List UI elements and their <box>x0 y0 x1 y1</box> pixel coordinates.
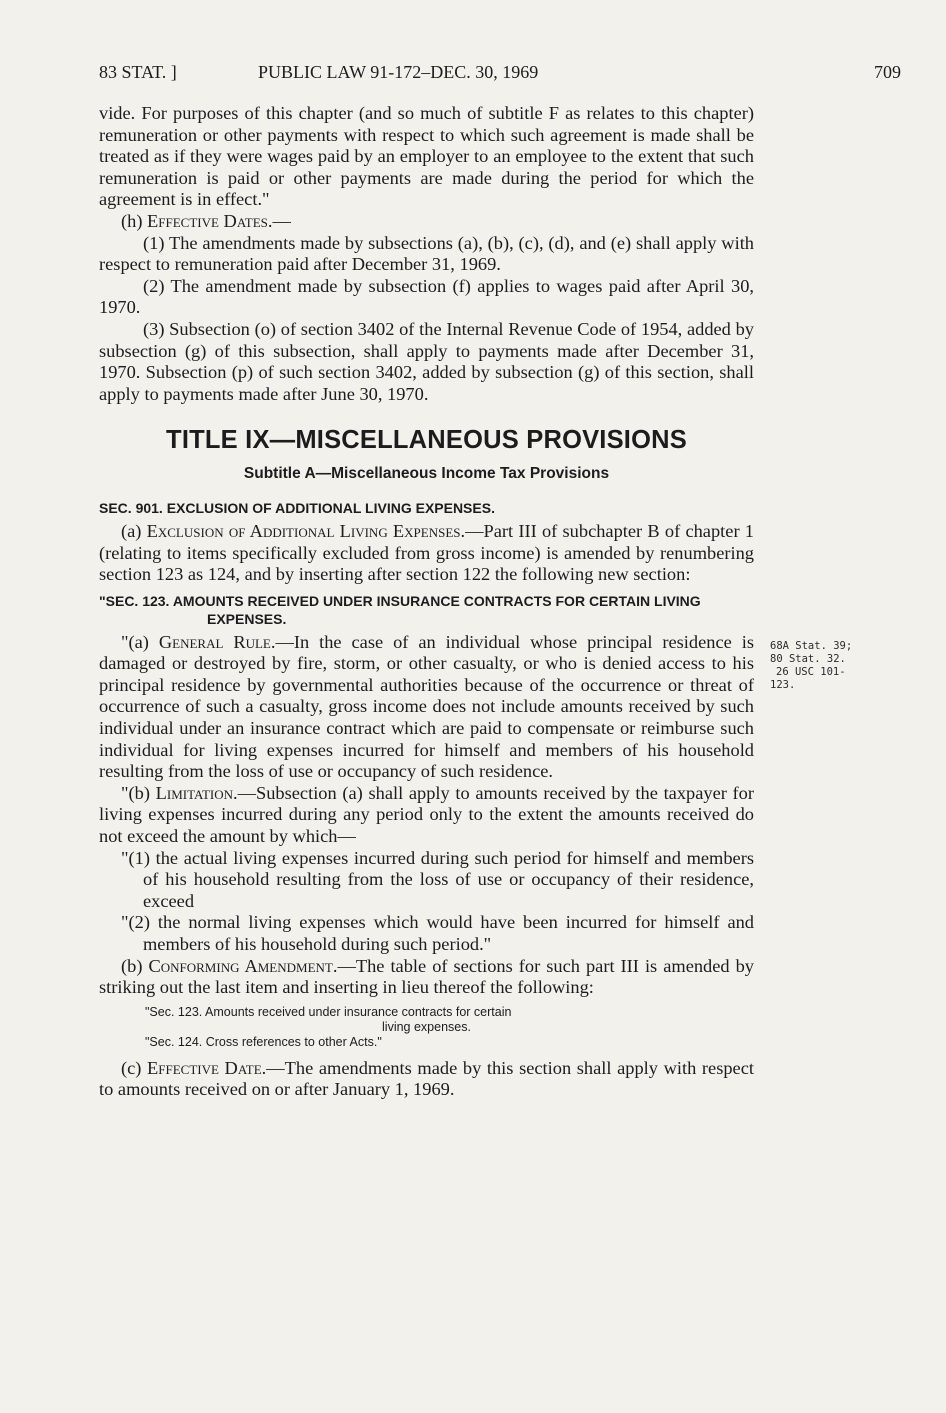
heading-general-rule: General Rule. <box>158 631 276 652</box>
margin-note-line: 68A Stat. 39; <box>770 640 853 652</box>
subtitle-heading: Subtitle A—Miscellaneous Income Tax Provisions <box>243 465 610 483</box>
paragraph-h2: (2) The amendment made by subsection (f) applies to wages paid after April 30, 1970. <box>99 275 754 318</box>
paragraph-901a: (a) Exclusion of Additional Living Expenses.—Part III of subchapter B of chapter 1 (relating to items specifically excluded from gross income) is amended by renumbering section 123 as 124, and by inserting after section 122 the following new section: <box>99 520 754 585</box>
main-text-column <box>99 103 754 1101</box>
paragraph-123a: "(a) General Rule.—In the case of an individual whose principal residence is damaged or destroyed by fire, storm, or other casualty, or who is denied access to his principal residence by governmental authorities because of the occurrence or threat of occurrence of such a casualty, gross income does not include amounts received by such individual under an insurance contract which are paid to compensate or reimburse such individual for living expenses incurred for himself and members of his household resulting from the loss of use or occupancy of such residence. <box>99 631 754 782</box>
paragraph-123b2: "(2) the normal living expenses which would have been incurred for himself and members of his household during such period." <box>121 912 754 954</box>
title-heading: TITLE IX—MISCELLANEOUS PROVISIONS <box>166 426 687 455</box>
running-head-stat: 83 STAT. ] <box>99 62 177 82</box>
running-head-title: PUBLIC LAW 91-172–DEC. 30, 1969 <box>258 62 539 82</box>
heading-effective-dates: Effective Dates. <box>147 210 273 231</box>
section-123-heading: "SEC. 123. AMOUNTS RECEIVED UNDER INSURANCE CONTRACTS FOR CERTAIN LIVING EXPENSES. <box>99 592 701 627</box>
paragraph-901c: (c) Effective Date.—The amendments made by this section shall apply with respect to amounts received on or after January 1, 1969. <box>99 1057 754 1100</box>
paragraph-intro: vide. For purposes of this chapter (and so much of subtitle F as relates to this chapter) remuneration or other payments with respect to which such agreement is made shall be treated as if they were wages paid by an employer to an employee to the extent that such remuneration is paid or other payments are made during the period for which the agreement is in effect." <box>99 103 754 210</box>
margin-note-line: 80 Stat. 32. <box>770 653 846 665</box>
page-number: 709 <box>874 62 901 82</box>
table-entry-124: "Sec. 124. Cross references to other Acts." <box>145 1034 382 1049</box>
section-901-heading: SEC. 901. EXCLUSION OF ADDITIONAL LIVING EXPENSES. <box>99 499 495 516</box>
heading-exclusion: Exclusion of Additional Living Expenses. <box>146 520 466 541</box>
paragraph-123b1: "(1) the actual living expenses incurred during such period for himself and members of his household resulting from the loss of use or occupancy of their residence, exceed <box>121 847 754 911</box>
paragraph-h3: (3) Subsection (o) of section 3402 of the Internal Revenue Code of 1954, added by subsection (g) of this subsection, shall apply to payments made after December 31, 1970. Subsection (p) of such section 3402, added by subsection (g) of this section, shall apply to payments made after June 30, 1970. <box>99 318 754 404</box>
paragraph-h: (h) Effective Dates.— <box>121 210 291 231</box>
table-entry-123: "Sec. 123. Amounts received under insurance contracts for certain <box>145 1004 512 1019</box>
table-of-sections <box>99 1005 754 1050</box>
margin-note-line: 123. <box>770 679 796 691</box>
heading-limitation: Limitation. <box>155 782 238 803</box>
paragraph-901b: (b) Conforming Amendment.—The table of sections for such part III is amended by striking out the last item and inserting in lieu thereof the following: <box>99 955 755 998</box>
margin-note-line: 26 USC 101- <box>776 666 846 678</box>
heading-effective-date: Effective Date. <box>147 1057 267 1078</box>
paragraph-h1: (1) The amendments made by subsections (a), (b), (c), (d), and (e) shall apply with respect to remuneration paid after December 31, 1969. <box>99 232 754 275</box>
table-entry-123-cont: living expenses. <box>382 1019 471 1034</box>
margin-citation-note <box>770 640 880 692</box>
paragraph-123b: "(b) Limitation.—Subsection (a) shall apply to amounts received by the taxpayer for living expenses incurred during any period only to the extent the amounts received do not exceed the amount by which— <box>99 782 754 847</box>
heading-conforming: Conforming Amendment. <box>148 955 338 976</box>
